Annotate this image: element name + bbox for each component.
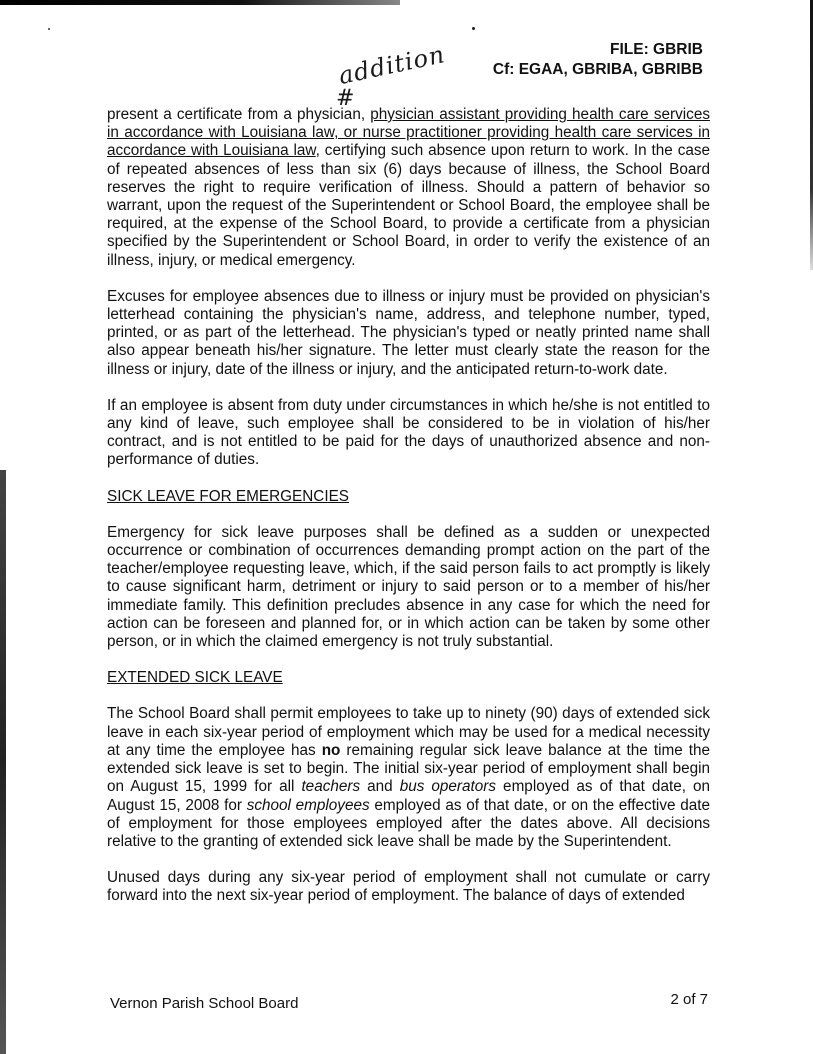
footer-page-number: 2 of 7 [670, 991, 708, 1008]
bold-text: no [321, 741, 341, 759]
section-heading-extended-sick-leave: EXTENDED SICK LEAVE [107, 669, 283, 687]
section-heading-emergencies: SICK LEAVE FOR EMERGENCIES [107, 487, 349, 505]
paragraph-unauthorized-absence: If an employee is absent from duty under circumstances in which he/she is not entitled to any kind of leave, such employee shall be considered to be in violation of his/her contract, and is not entitled to be paid for the days of unauthorized absence and non-performance of duties. [107, 396, 710, 469]
handwritten-insert-mark: # [336, 86, 355, 111]
scan-speck [48, 28, 50, 30]
italic-text: teachers [301, 778, 361, 796]
footer-organization: Vernon Parish School Board [110, 995, 299, 1012]
document-header [493, 40, 703, 80]
handwritten-dot [472, 27, 475, 30]
italic-text: school employees [246, 796, 370, 814]
paragraph-unused-days: Unused days during any six-year period of employment shall not cumulate or carry forward into the next six-year period of employment. The balance of days of extended [107, 869, 710, 905]
text-span: employed as of that date, on August 15, 2008 for [107, 778, 711, 814]
inserted-underlined-text: physician assistant providing health care services in accordance with Louisiana law, or nurse practitioner providing health care services in accordance with Louisiana law [107, 106, 710, 160]
paragraph-certificate [107, 106, 710, 270]
scan-edge-top [0, 0, 400, 5]
file-code: FILE: GBRIB [610, 41, 703, 58]
text-span: present a certificate from a physician, [107, 106, 371, 123]
handwritten-annotation: addition [336, 40, 448, 90]
paragraph-emergency-definition: Emergency for sick leave purposes shall be defined as a sudden or unexpected occurrence or combination of occurrences demanding prompt action on the part of the teacher/employee requesting leave, which, if the said person fails to act promptly is likely to cause significant harm, detriment or injury to said person or to a member of his/her immediate family. This definition precludes absence in any case for which the need for action can be foreseen and planned for, or in which action can be taken by some other person, or in which the claimed emergency is not truly substantial. [107, 523, 710, 651]
text-span: , certifying such absence upon return to work. In the case of repeated absences of less than six (6) days because of illness, the School Board reserves the right to require verification of illness. Should a pattern of behavior so warrant, upon the request of the Superintendent or School Board, the employee shall be required, at the expense of the School Board, to provide a certificate from a physician specified by the Superintendent or School Board, in order to verify the existence of an illness, injury, or medical emergency. [107, 142, 711, 269]
cross-reference: Cf: EGAA, GBRIBA, GBRIBB [492, 61, 703, 78]
scan-edge-left [0, 470, 6, 1054]
paragraph-extended-leave [107, 705, 710, 851]
text-span: and [360, 778, 400, 796]
text-span: employed as of that date, or on the effective date of employment for those employees employed after the dates above. All decisions relative to the granting of extended sick leave shall be made by the Superintendent. [107, 796, 710, 850]
italic-text: bus operators [399, 778, 497, 796]
text-span: remaining regular sick leave balance at the time the extended sick leave is set to begin. The initial six-year period of employment shall begin on August 15, 1999 for all [107, 741, 711, 796]
document-body [107, 106, 710, 924]
paragraph-excuses: Excuses for employee absences due to illness or injury must be provided on physician's letterhead containing the physician's name, address, and telephone number, typed, printed, or as part of the letterhead. The physician's typed or neatly printed name shall also appear beneath his/her signature. The letter must clearly state the reason for the illness or injury, date of the illness or injury, and the anticipated return-to-work date. [107, 287, 710, 378]
text-span: The School Board shall permit employees to take up to ninety (90) days of extended sick leave in each six-year period of employment which may be used for a medical necessity at any time the employee has [107, 705, 710, 759]
